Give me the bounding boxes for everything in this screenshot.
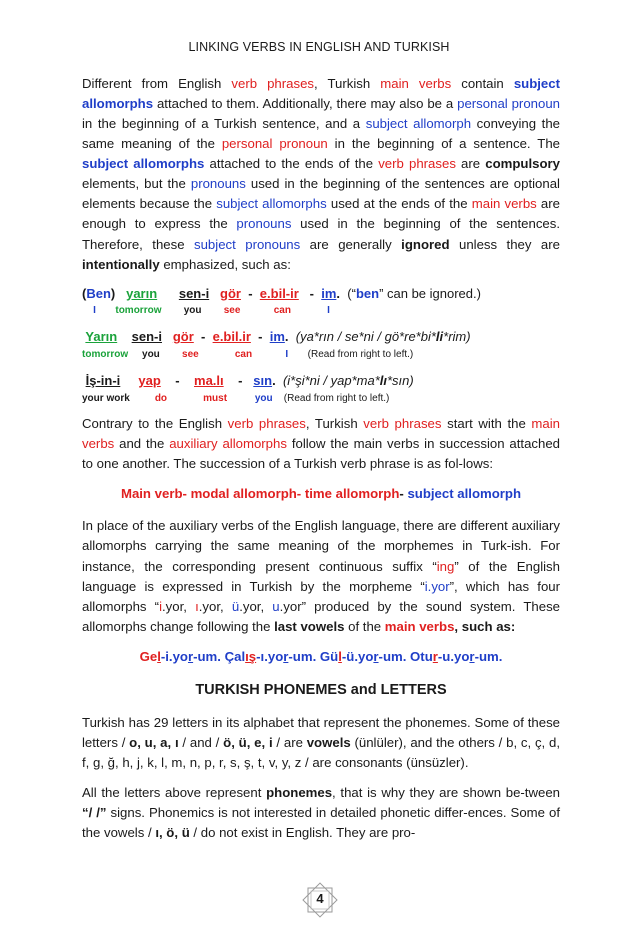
vowel-harmony-examples: Gel-i.yor-um. Çalış-ı.yor-um. Gül-ü.yor-um. Otur-u.yor-um. [139,648,503,664]
paragraph-allomorphs: In place of the auxiliary verbs of the English language, there are different auxiliary allomorphs carrying the same meaning of the morphemes in Turk-ish. For instance, the corresponding present continuous suffix “ing” of the English language is expressed in Turkish by the morpheme “i.yor”, which has four allomorphs “i.yor, ı.yor, ü.yor, u.yor” produced by the sound system. These allomorphs change following the last vowels of the main verbs, such as: [82,518,561,634]
example-3 [82,372,560,406]
paragraph-subject-allomorphs: Different from English verb phrases, Turkish main verbs contain subject allomorphs attached to them. Additionally, there may also be a personal pronoun in the beginning of a Turkish sentence, and a subject allomorph conveying the same meaning of the personal pronoun in the beginning of a sentence. The subject allomorphs attached to the ends of the verb phrases are compulsory elements, but the pronouns used in the beginning of the sentences are optional elements because the subject allomorphs used at the ends of the main verbs are enough to express the pronouns used in the beginning of the sentences. Therefore, these subject pronouns are generally ignored unless they are intentionally emphasized, such as: [82,76,561,272]
paragraph-verb-phrase-order: Contrary to the English verb phrases, Turkish verb phrases start with the main verbs and the auxiliary allomorphs follow the main verbs in succession attached to one another. The succession of a Turkish verb phrase is as fol-lows: [82,416,561,472]
example-2-gloss: tomorrow you see can I (Read from right to left.) [82,349,414,361]
paragraph-phonemes: All the letters above represent phonemes, that is why they are shown be-tween “/ /” signs. Phonemics is not interested in detailed phonetic differ-ences. Some of the vowels / ı, ö, ü / do not exist in English. They are pro- [82,785,560,841]
example-3-gloss: your work do must you (Read from right to left.) [82,393,390,405]
example-2-sentence: Yarın sen-i gör - e.bil.ir - im. (ya*rın / se*ni / gö*re*bi*li*rim) [85,329,471,345]
example-1 [82,285,560,319]
example-1-sentence: (Ben) yarın sen-i gör - e.bil-ir - im. (“ben” can be ignored.) [82,285,481,301]
page-body [82,74,560,853]
page-number-badge [300,880,340,920]
example-1-gloss: I tomorrow you see can I [93,305,330,317]
running-header: LINKING VERBS IN ENGLISH AND TURKISH [188,40,450,54]
example-3-sentence: İş-in-i yap - ma.lı - sın. (i*şi*ni / yap*ma*lı*sın) [85,373,414,389]
paragraph-turkish-letters: Turkish has 29 letters in its alphabet that represent the phonemes. Some of these letters / o, u, a, ı / and / ö, ü, e, i / are vowels (ünlüler), and the others / b, c, ç, d, f, g, ğ, h, j, k, l, m, n, p, r, s, ş, t, v, y, z / are consonants (ünsüzler). [82,714,561,770]
section-heading: TURKISH PHONEMES and LETTERS [195,681,447,698]
example-2 [82,328,560,362]
verb-phrase-formula: Main verb- modal allomorph- time allomorph- subject allomorph [120,486,522,502]
page-number: 4 [316,891,324,906]
